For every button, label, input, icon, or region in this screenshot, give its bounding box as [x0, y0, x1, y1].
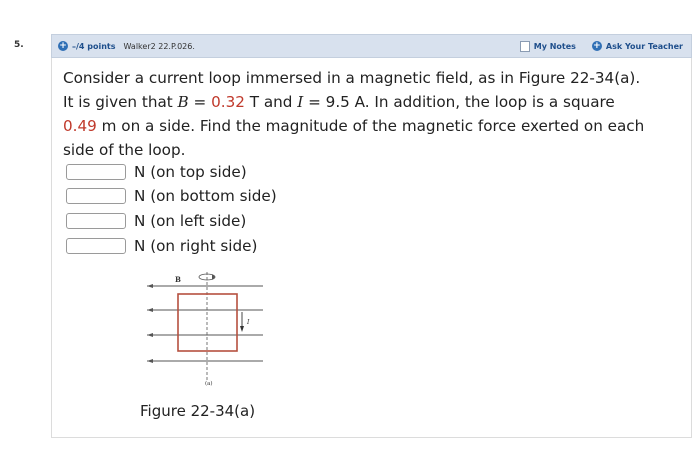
- field-label-b: B: [175, 275, 181, 284]
- text-segment: T and: [244, 93, 298, 111]
- answer-row-right: [66, 236, 257, 256]
- value-side: 0.49: [63, 117, 97, 135]
- answer-input-left[interactable]: [66, 213, 126, 229]
- current-loop: [178, 294, 237, 351]
- figure-sub-label: (a): [205, 381, 213, 387]
- value-b: 0.32: [211, 93, 245, 111]
- text-segment: It is given that: [63, 93, 178, 111]
- field-arrowheads: [147, 284, 153, 363]
- question-line-1: Consider a current loop immersed in a magnetic field, as in Figure 22-34(a).: [63, 69, 641, 87]
- question-header: [51, 34, 692, 58]
- question-line-2: [63, 90, 683, 114]
- arrowhead-icon: [147, 359, 153, 363]
- answer-row-top: [66, 162, 247, 182]
- note-icon: [520, 41, 530, 52]
- variable-i: I: [297, 93, 304, 111]
- ask-teacher-label: Ask Your Teacher: [605, 41, 683, 51]
- points-label: –/4 points: [72, 41, 116, 51]
- answer-row-bottom: [66, 186, 277, 206]
- answer-label-left: N (on left side): [134, 212, 247, 230]
- plus-circle-icon[interactable]: +: [59, 41, 67, 51]
- arrowhead-icon: [147, 284, 153, 288]
- figure-caption: Figure 22-34(a): [140, 402, 256, 420]
- answer-input-top[interactable]: [66, 164, 126, 180]
- field-lines: [147, 286, 263, 361]
- current-arrowhead-icon: [240, 326, 244, 332]
- question-line-4: side of the loop.: [63, 141, 186, 159]
- answer-label-bottom: N (on bottom side): [134, 187, 277, 205]
- question-number: 5.: [14, 40, 24, 50]
- variable-b: B: [177, 93, 189, 111]
- text-segment: m on a side. Find the magnitude of the magnetic force exerted on each: [96, 117, 645, 135]
- plus-circle-icon: +: [593, 41, 601, 51]
- answer-input-bottom[interactable]: [66, 188, 126, 204]
- arrowhead-icon: [147, 308, 153, 312]
- text-segment: =: [188, 93, 212, 111]
- answer-label-top: N (on top side): [134, 163, 247, 181]
- answer-input-right[interactable]: [66, 238, 126, 254]
- question-text: [63, 66, 683, 162]
- question-line-3: [63, 114, 683, 138]
- ask-teacher-button[interactable]: [586, 41, 683, 51]
- answer-row-left: [66, 211, 246, 231]
- my-notes-button[interactable]: [520, 41, 576, 52]
- question-source: Walker2 22.P.026.: [123, 41, 195, 51]
- answer-label-right: N (on right side): [134, 237, 258, 255]
- arrowhead-icon: [147, 333, 153, 337]
- text-segment: = 9.5 A. In addition, the loop is a square: [303, 93, 615, 111]
- current-label-i: I: [247, 319, 250, 326]
- my-notes-label: My Notes: [533, 41, 576, 51]
- figure-22-34a: [145, 268, 275, 388]
